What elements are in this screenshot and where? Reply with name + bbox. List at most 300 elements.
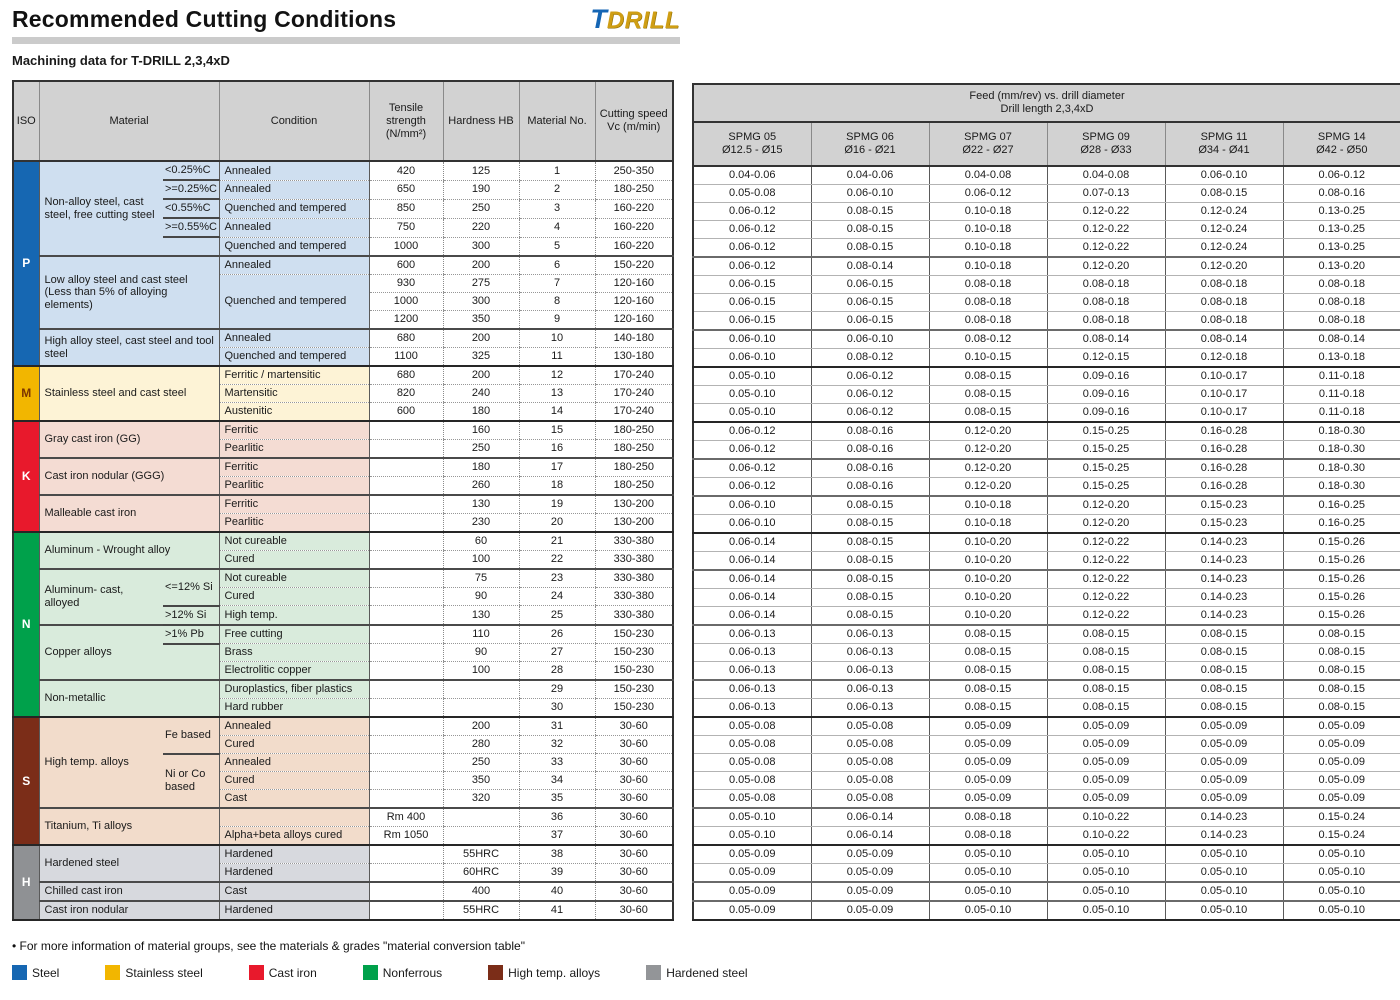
cutting-speed-cell: 30-60 <box>595 901 673 920</box>
hardness-cell <box>443 827 519 846</box>
spmg-name: SPMG 09 <box>1082 131 1130 143</box>
material-no-cell: 25 <box>519 606 595 625</box>
feed-cell: 0.05-0.08 <box>693 185 811 203</box>
cutting-speed-cell: 120-160 <box>595 275 673 293</box>
cutting-speed-cell: 130-180 <box>595 348 673 367</box>
feed-cell: 0.12-0.24 <box>1165 239 1283 258</box>
hardness-cell: 60 <box>443 532 519 551</box>
feed-cell: 0.10-0.20 <box>929 607 1047 626</box>
legend-label: Stainless steel <box>125 965 203 980</box>
hardness-cell: 220 <box>443 218 519 237</box>
sub-label-cell: <0.55%C <box>163 199 219 218</box>
condition-cell: Annealed <box>219 218 369 237</box>
material-no-cell: 10 <box>519 329 595 348</box>
feed-cell: 0.06-0.13 <box>811 644 929 662</box>
feed-cell: 0.13-0.25 <box>1283 239 1400 258</box>
table-row <box>13 569 673 588</box>
feed-cell: 0.05-0.09 <box>1047 717 1165 736</box>
feed-row <box>693 533 1400 552</box>
feed-cell: 0.05-0.09 <box>811 901 929 920</box>
condition-cell: Pearlitic <box>219 440 369 459</box>
feed-cell: 0.12-0.22 <box>1047 221 1165 239</box>
legend-item <box>249 965 317 980</box>
feed-cell: 0.05-0.10 <box>693 386 811 404</box>
cutting-speed-cell: 330-380 <box>595 569 673 588</box>
feed-cell: 0.06-0.12 <box>693 459 811 478</box>
feed-cell: 0.08-0.15 <box>811 515 929 534</box>
feed-cell: 0.12-0.22 <box>1047 607 1165 626</box>
legend-swatch <box>105 965 120 980</box>
feed-cell: 0.05-0.09 <box>929 754 1047 772</box>
condition-cell: Quenched and tempered <box>219 199 369 218</box>
header-material-no: Material No. <box>519 81 595 161</box>
cutting-speed-cell: 330-380 <box>595 532 673 551</box>
condition-cell: Cured <box>219 588 369 606</box>
feed-cell: 0.08-0.15 <box>811 221 929 239</box>
feed-cell: 0.10-0.18 <box>929 257 1047 276</box>
feed-cell: 0.10-0.18 <box>929 239 1047 258</box>
feed-row <box>693 864 1400 883</box>
condition-cell <box>219 808 369 827</box>
tensile-cell: 600 <box>369 256 443 275</box>
feed-cell: 0.05-0.08 <box>693 772 811 790</box>
material-no-cell: 16 <box>519 440 595 459</box>
feed-cell: 0.10-0.20 <box>929 533 1047 552</box>
feed-cell: 0.05-0.09 <box>1283 754 1400 772</box>
feed-table-title <box>693 84 1400 122</box>
condition-cell: Free cutting <box>219 625 369 644</box>
feed-cell: 0.05-0.10 <box>1283 882 1400 901</box>
header-material: Material <box>39 81 219 161</box>
feed-cell: 0.08-0.15 <box>811 589 929 607</box>
feed-cell: 0.05-0.09 <box>693 845 811 864</box>
feed-cell: 0.08-0.15 <box>1283 644 1400 662</box>
cutting-speed-cell: 30-60 <box>595 754 673 772</box>
tensile-cell <box>369 514 443 533</box>
condition-cell: Cured <box>219 772 369 790</box>
hardness-cell: 75 <box>443 569 519 588</box>
material-cell: Chilled cast iron <box>39 882 219 901</box>
hardness-cell: 110 <box>443 625 519 644</box>
tensile-cell <box>369 569 443 588</box>
tensile-cell <box>369 864 443 883</box>
condition-cell: Ferritic <box>219 458 369 477</box>
tensile-cell: 650 <box>369 180 443 199</box>
cutting-speed-cell: 120-160 <box>595 311 673 330</box>
feed-cell: 0.10-0.22 <box>1047 827 1165 846</box>
feed-cell: 0.06-0.12 <box>811 367 929 386</box>
feed-cell: 0.08-0.15 <box>811 203 929 221</box>
feed-cell: 0.08-0.15 <box>1047 644 1165 662</box>
hardness-cell: 100 <box>443 551 519 570</box>
feed-cell: 0.15-0.24 <box>1283 808 1400 827</box>
material-no-cell: 18 <box>519 477 595 496</box>
feed-cell: 0.05-0.09 <box>693 864 811 883</box>
material-cell: High alloy steel, cast steel and tool steel <box>39 329 219 366</box>
material-cell: Copper alloys <box>39 625 163 681</box>
feed-cell: 0.06-0.12 <box>693 203 811 221</box>
feed-cell: 0.08-0.15 <box>1165 699 1283 718</box>
feed-cell: 0.12-0.22 <box>1047 239 1165 258</box>
feed-cell: 0.08-0.18 <box>929 312 1047 331</box>
feed-title-line2: Drill length 2,3,4xD <box>1000 103 1094 115</box>
feed-cell: 0.05-0.08 <box>693 736 811 754</box>
hardness-cell: 300 <box>443 237 519 256</box>
feed-row <box>693 441 1400 460</box>
material-no-cell: 37 <box>519 827 595 846</box>
feed-cell: 0.05-0.09 <box>1047 754 1165 772</box>
feed-cell: 0.06-0.12 <box>693 478 811 497</box>
page-title: Recommended Cutting Conditions <box>12 6 397 32</box>
feed-cell: 0.05-0.09 <box>1283 717 1400 736</box>
cutting-speed-cell: 160-220 <box>595 199 673 218</box>
material-no-cell: 6 <box>519 256 595 275</box>
cutting-speed-cell: 160-220 <box>595 218 673 237</box>
cutting-speed-cell: 150-220 <box>595 256 673 275</box>
feed-cell: 0.05-0.10 <box>1165 864 1283 883</box>
feed-cell: 0.12-0.22 <box>1047 589 1165 607</box>
feed-cell: 0.08-0.15 <box>1283 625 1400 644</box>
cutting-speed-cell: 30-60 <box>595 736 673 754</box>
feed-cell: 0.08-0.12 <box>811 349 929 368</box>
iso-cell-H: H <box>13 845 39 920</box>
cutting-conditions-table <box>12 80 674 921</box>
material-no-cell: 28 <box>519 662 595 681</box>
feed-row <box>693 901 1400 920</box>
condition-cell: Duroplastics, fiber plastics <box>219 680 369 699</box>
header-iso: ISO <box>13 81 39 161</box>
feed-cell: 0.12-0.24 <box>1165 203 1283 221</box>
tensile-cell <box>369 532 443 551</box>
feed-row <box>693 185 1400 203</box>
header-cutting-speed: Cutting speed Vc (m/min) <box>595 81 673 161</box>
feed-row <box>693 570 1400 589</box>
feed-cell: 0.08-0.16 <box>1283 185 1400 203</box>
tensile-cell <box>369 477 443 496</box>
feed-cell: 0.06-0.13 <box>693 625 811 644</box>
feed-cell: 0.06-0.15 <box>693 294 811 312</box>
tensile-cell <box>369 882 443 901</box>
condition-cell: Ferritic / martensitic <box>219 366 369 385</box>
feed-cell: 0.05-0.10 <box>929 882 1047 901</box>
cutting-speed-cell: 170-240 <box>595 385 673 403</box>
feed-cell: 0.06-0.10 <box>693 496 811 515</box>
feed-cell: 0.08-0.18 <box>1047 276 1165 294</box>
spmg-diameter-range: Ø28 - Ø33 <box>1080 144 1132 156</box>
material-no-cell: 34 <box>519 772 595 790</box>
condition-cell: Annealed <box>219 717 369 736</box>
feed-cell: 0.05-0.10 <box>1165 845 1283 864</box>
iso-cell-M: M <box>13 366 39 421</box>
feed-cell: 0.05-0.10 <box>929 864 1047 883</box>
cutting-speed-cell: 180-250 <box>595 180 673 199</box>
sub-label-cell: >1% Pb <box>163 625 219 644</box>
material-no-cell: 31 <box>519 717 595 736</box>
legend-label: Nonferrous <box>382 965 443 980</box>
feed-cell: 0.18-0.30 <box>1283 441 1400 460</box>
feed-cell: 0.12-0.22 <box>1047 552 1165 571</box>
hardness-cell: 130 <box>443 495 519 514</box>
feed-cell: 0.12-0.20 <box>929 422 1047 441</box>
feed-cell: 0.08-0.15 <box>1047 662 1165 681</box>
feed-cell: 0.06-0.14 <box>811 827 929 846</box>
feed-cell: 0.06-0.15 <box>811 312 929 331</box>
feed-cell: 0.08-0.15 <box>811 607 929 626</box>
spmg-column-header <box>811 122 929 166</box>
legend-swatch <box>12 965 27 980</box>
feed-row <box>693 699 1400 718</box>
feed-cell: 0.13-0.25 <box>1283 203 1400 221</box>
tensile-cell <box>369 699 443 718</box>
feed-cell: 0.05-0.09 <box>1165 754 1283 772</box>
feed-cell: 0.14-0.23 <box>1165 827 1283 846</box>
hardness-cell: 200 <box>443 717 519 736</box>
material-cell: Hardened steel <box>39 845 219 882</box>
feed-cell: 0.08-0.14 <box>1165 330 1283 349</box>
feed-row <box>693 257 1400 276</box>
feed-cell: 0.11-0.18 <box>1283 404 1400 423</box>
feed-table <box>692 83 1400 921</box>
feed-cell: 0.05-0.10 <box>693 827 811 846</box>
tensile-cell: 1100 <box>369 348 443 367</box>
feed-cell: 0.06-0.10 <box>1165 166 1283 185</box>
feed-cell: 0.06-0.15 <box>811 294 929 312</box>
hardness-cell: 400 <box>443 882 519 901</box>
sub-label-cell <box>163 644 219 662</box>
material-no-cell: 8 <box>519 293 595 311</box>
material-no-cell: 13 <box>519 385 595 403</box>
cutting-speed-cell: 150-230 <box>595 699 673 718</box>
hardness-cell: 260 <box>443 477 519 496</box>
left-header-row <box>13 81 673 161</box>
material-no-cell: 11 <box>519 348 595 367</box>
feed-cell: 0.10-0.22 <box>1047 808 1165 827</box>
spmg-name: SPMG 05 <box>728 131 777 143</box>
feed-cell: 0.08-0.15 <box>811 552 929 571</box>
cutting-speed-cell: 250-350 <box>595 161 673 180</box>
feed-cell: 0.05-0.10 <box>1047 901 1165 920</box>
condition-cell: Cured <box>219 736 369 754</box>
cutting-speed-cell: 30-60 <box>595 808 673 827</box>
material-cell: High temp. alloys <box>39 717 163 808</box>
condition-cell: Electrolitic copper <box>219 662 369 681</box>
iso-cell-P: P <box>13 161 39 366</box>
feed-cell: 0.06-0.13 <box>811 699 929 718</box>
feed-cell: 0.08-0.16 <box>811 441 929 460</box>
feed-cell: 0.13-0.25 <box>1283 221 1400 239</box>
feed-cell: 0.06-0.15 <box>693 276 811 294</box>
feed-cell: 0.15-0.26 <box>1283 570 1400 589</box>
legend-item <box>488 965 600 980</box>
material-no-cell: 40 <box>519 882 595 901</box>
feed-cell: 0.05-0.08 <box>811 717 929 736</box>
feed-cell: 0.08-0.15 <box>811 570 929 589</box>
material-no-cell: 7 <box>519 275 595 293</box>
feed-cell: 0.05-0.09 <box>1283 772 1400 790</box>
feed-row <box>693 367 1400 386</box>
feed-cell: 0.10-0.20 <box>929 570 1047 589</box>
feed-cell: 0.05-0.09 <box>1283 736 1400 754</box>
material-no-cell: 23 <box>519 569 595 588</box>
feed-row <box>693 221 1400 239</box>
feed-cell: 0.06-0.12 <box>693 257 811 276</box>
feed-cell: 0.05-0.08 <box>693 717 811 736</box>
hardness-cell: 325 <box>443 348 519 367</box>
feed-cell: 0.05-0.10 <box>1165 901 1283 920</box>
cutting-speed-cell: 30-60 <box>595 845 673 864</box>
feed-cell: 0.06-0.10 <box>693 349 811 368</box>
legend-item <box>12 965 59 980</box>
legend-label: Hardened steel <box>666 965 748 980</box>
legend-label: High temp. alloys <box>508 965 601 980</box>
feed-cell: 0.05-0.10 <box>1165 882 1283 901</box>
feed-cell: 0.05-0.09 <box>1047 772 1165 790</box>
spmg-diameter-range: Ø22 - Ø27 <box>962 144 1014 156</box>
feed-row <box>693 276 1400 294</box>
spmg-name: SPMG 14 <box>1317 131 1366 143</box>
material-cell: Malleable cast iron <box>39 495 219 532</box>
feed-cell: 0.08-0.15 <box>929 386 1047 404</box>
hardness-cell: 250 <box>443 754 519 772</box>
material-no-cell: 2 <box>519 180 595 199</box>
feed-cell: 0.05-0.09 <box>811 845 929 864</box>
table-row <box>13 161 673 180</box>
feed-cell: 0.05-0.10 <box>693 404 811 423</box>
feed-cell: 0.06-0.12 <box>693 441 811 460</box>
material-cell: Stainless steel and cast steel <box>39 366 219 421</box>
material-no-cell: 1 <box>519 161 595 180</box>
material-no-cell: 39 <box>519 864 595 883</box>
condition-cell: Austenitic <box>219 403 369 422</box>
feed-cell: 0.15-0.26 <box>1283 552 1400 571</box>
feed-cell: 0.06-0.12 <box>693 221 811 239</box>
feed-cell: 0.08-0.15 <box>1047 625 1165 644</box>
feed-cell: 0.05-0.09 <box>1165 790 1283 809</box>
sub-label-cell: >=0.55%C <box>163 218 219 237</box>
feed-cell: 0.08-0.18 <box>929 827 1047 846</box>
feed-cell: 0.08-0.15 <box>929 644 1047 662</box>
feed-cell: 0.14-0.23 <box>1165 552 1283 571</box>
condition-cell: Hardened <box>219 864 369 883</box>
feed-row <box>693 644 1400 662</box>
feed-cell: 0.10-0.18 <box>929 496 1047 515</box>
logo-drill: DRILL <box>606 7 680 34</box>
tensile-cell: 1000 <box>369 293 443 311</box>
feed-cell: 0.06-0.10 <box>693 515 811 534</box>
feed-cell: 0.08-0.15 <box>1165 662 1283 681</box>
material-no-cell: 4 <box>519 218 595 237</box>
feed-cell: 0.08-0.15 <box>811 533 929 552</box>
material-no-cell: 15 <box>519 421 595 440</box>
feed-cell: 0.10-0.17 <box>1165 386 1283 404</box>
feed-cell: 0.08-0.18 <box>1047 294 1165 312</box>
feed-row <box>693 239 1400 258</box>
feed-row <box>693 459 1400 478</box>
table-row <box>13 808 673 827</box>
tensile-cell: Rm 400 <box>369 808 443 827</box>
feed-cell: 0.10-0.20 <box>929 589 1047 607</box>
material-no-cell: 5 <box>519 237 595 256</box>
iso-cell-K: K <box>13 421 39 532</box>
feed-row <box>693 625 1400 644</box>
page-header <box>12 6 680 33</box>
feed-cell: 0.08-0.15 <box>1283 699 1400 718</box>
feed-cell: 0.08-0.18 <box>929 294 1047 312</box>
feed-cell: 0.12-0.20 <box>1047 257 1165 276</box>
feed-cell: 0.08-0.15 <box>1165 625 1283 644</box>
hardness-cell: 280 <box>443 736 519 754</box>
iso-cell-S: S <box>13 717 39 845</box>
hardness-cell: 250 <box>443 199 519 218</box>
tensile-cell <box>369 495 443 514</box>
feed-cell: 0.13-0.20 <box>1283 257 1400 276</box>
tensile-cell <box>369 901 443 920</box>
feed-cell: 0.15-0.26 <box>1283 607 1400 626</box>
feed-row <box>693 717 1400 736</box>
tensile-cell: 850 <box>369 199 443 218</box>
condition-cell: Pearlitic <box>219 477 369 496</box>
feed-cell: 0.08-0.18 <box>1165 312 1283 331</box>
feed-cell: 0.11-0.18 <box>1283 367 1400 386</box>
feed-cell: 0.08-0.14 <box>1047 330 1165 349</box>
condition-cell: Not cureable <box>219 569 369 588</box>
spmg-column-header <box>1047 122 1165 166</box>
legend-swatch <box>249 965 264 980</box>
material-no-cell: 30 <box>519 699 595 718</box>
feed-cell: 0.05-0.10 <box>1283 845 1400 864</box>
feed-cell: 0.06-0.13 <box>693 699 811 718</box>
tensile-cell: 420 <box>369 161 443 180</box>
feed-cell: 0.16-0.28 <box>1165 459 1283 478</box>
feed-row <box>693 404 1400 423</box>
feed-cell: 0.06-0.13 <box>693 662 811 681</box>
tensile-cell: 1000 <box>369 237 443 256</box>
table-row <box>13 421 673 440</box>
condition-cell: Cured <box>219 551 369 570</box>
feed-cell: 0.05-0.09 <box>929 772 1047 790</box>
feed-cell: 0.16-0.28 <box>1165 441 1283 460</box>
feed-cell: 0.06-0.15 <box>811 276 929 294</box>
material-no-cell: 38 <box>519 845 595 864</box>
condition-cell: Quenched and tempered <box>219 275 369 330</box>
hardness-cell: 350 <box>443 772 519 790</box>
condition-cell: Ferritic <box>219 421 369 440</box>
feed-cell: 0.08-0.18 <box>1047 312 1165 331</box>
spmg-header-row <box>693 122 1400 166</box>
hardness-cell: 230 <box>443 514 519 533</box>
feed-cell: 0.12-0.15 <box>1047 349 1165 368</box>
table-row <box>13 845 673 864</box>
feed-row <box>693 662 1400 681</box>
cutting-speed-cell: 150-230 <box>595 644 673 662</box>
tensile-cell: 680 <box>369 329 443 348</box>
condition-cell: Cast <box>219 790 369 809</box>
material-cell: Aluminum - Wrought alloy <box>39 532 219 569</box>
material-no-cell: 32 <box>519 736 595 754</box>
feed-row <box>693 607 1400 626</box>
sub-label-cell: <0.25%C <box>163 161 219 180</box>
tensile-cell <box>369 680 443 699</box>
cutting-speed-cell: 170-240 <box>595 403 673 422</box>
condition-cell: Brass <box>219 644 369 662</box>
legend-label: Steel <box>32 965 60 980</box>
feed-cell: 0.05-0.09 <box>1047 790 1165 809</box>
material-cell: Cast iron nodular (GGG) <box>39 458 219 495</box>
condition-cell: Annealed <box>219 161 369 180</box>
cutting-speed-cell: 170-240 <box>595 366 673 385</box>
material-cell: Low alloy steel and cast steel (Less than 5% of alloying elements) <box>39 256 219 329</box>
feed-cell: 0.06-0.13 <box>693 680 811 699</box>
